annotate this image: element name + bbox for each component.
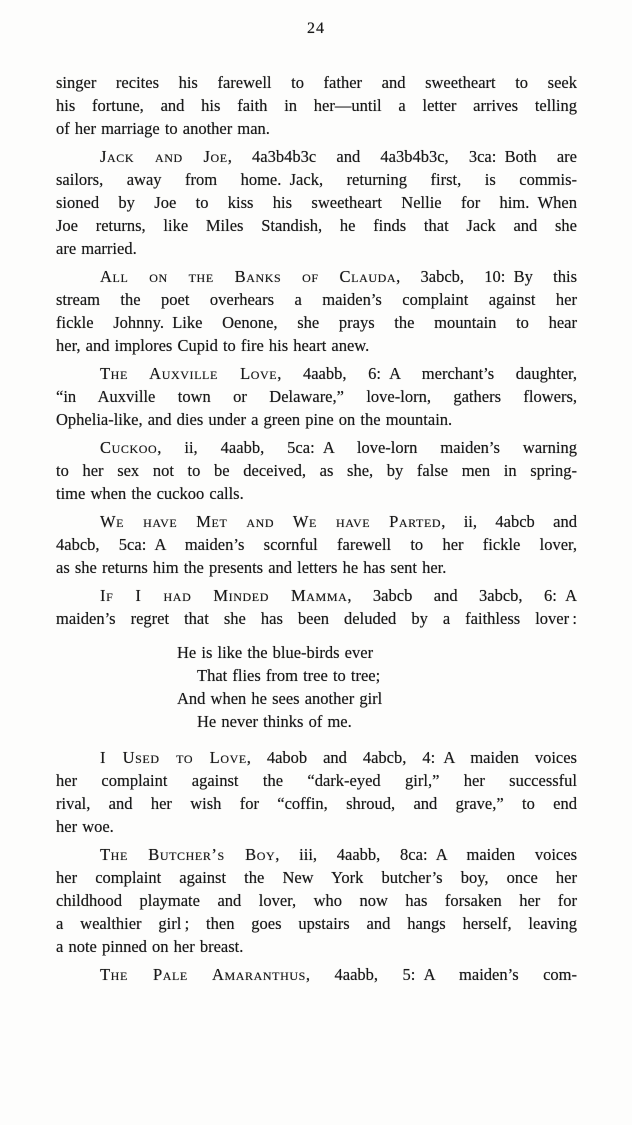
paragraph-entry: [56, 265, 577, 357]
text-line: [56, 510, 577, 533]
text-line: stream the poet overhears a maiden’s complaint against her: [56, 290, 577, 309]
text-line: [56, 265, 577, 288]
verse-line: And when he sees another girl: [177, 689, 383, 708]
text-line: are married.: [56, 239, 137, 258]
paragraph-entry: [56, 145, 577, 260]
text-line: sailors, away from home. Jack, returning first, is commis-: [56, 170, 577, 189]
line-text: , iii, 4aabb, 8ca: A maiden voices: [275, 845, 577, 864]
song-title: Jack and Joe: [100, 147, 228, 166]
paragraph-entry: [56, 963, 577, 986]
song-title: If I had Minded Mamma: [100, 586, 348, 605]
text-line: her woe.: [56, 817, 114, 836]
text-line: sioned by Joe to kiss his sweetheart Nellie for him. When: [56, 193, 577, 212]
text-line: [56, 746, 577, 769]
page-number: 24: [307, 20, 325, 37]
text-line: childhood playmate and lover, who now has forsaken her for: [56, 891, 577, 910]
text-line: 4abcb, 5ca: A maiden’s scornful farewell to her fickle lover,: [56, 535, 577, 554]
text-line: her complaint against the New York butcher’s boy, once her: [56, 868, 577, 887]
text-line: [56, 584, 577, 607]
text-block: [56, 71, 577, 986]
text-line: to her sex not to be deceived, as she, by false men in spring-: [56, 461, 577, 480]
line-text: , ii, 4aabb, 5ca: A love-lorn maiden’s warning: [157, 438, 577, 457]
text-line: fickle Johnny. Like Oenone, she prays the mountain to hear: [56, 313, 577, 332]
text-line: [56, 843, 577, 866]
verse-block: [177, 641, 577, 733]
text-line: his fortune, and his faith in her—until a letter arrives telling: [56, 96, 577, 115]
line-text: , 4a3b4b3c and 4a3b4b3c, 3ca: Both are: [227, 147, 577, 166]
song-title: Cuckoo: [100, 438, 158, 457]
line-text: , 4abob and 4abcb, 4: A maiden voices: [246, 748, 577, 767]
text-line: rival, and her wish for “coffin, shroud, and grave,” to end: [56, 794, 577, 813]
text-line: a note pinned on her breast.: [56, 937, 244, 956]
line-text: , 3abcb and 3abcb, 6: A: [347, 586, 577, 605]
line-text: , 3abcb, 10: By this: [396, 267, 577, 286]
text-line: a wealthier girl ; then goes upstairs and hangs herself, leaving: [56, 914, 577, 933]
text-line: of her marriage to another man.: [56, 119, 270, 138]
text-line: Ophelia-like, and dies under a green pine on the mountain.: [56, 410, 453, 429]
song-title: I Used to Love: [100, 748, 247, 767]
text-line: her complaint against the “dark-eyed girl,” her successful: [56, 771, 577, 790]
line-text: , ii, 4abcb and: [441, 512, 577, 531]
text-line: singer recites his farewell to father and sweetheart to seek: [56, 73, 577, 92]
text-line: [56, 963, 577, 986]
verse-line: That flies from tree to tree;: [197, 666, 381, 685]
paragraph-entry: [56, 510, 577, 579]
text-line: [56, 145, 577, 168]
paragraph-entry: [56, 746, 577, 838]
text-line: “in Auxville town or Delaware,” love-lorn, gathers flowers,: [56, 387, 577, 406]
verse-line: He never thinks of me.: [197, 712, 352, 731]
text-line: Joe returns, like Miles Standish, he finds that Jack and she: [56, 216, 577, 235]
paragraph-entry: [56, 436, 577, 505]
song-title: We have Met and We have Parted: [100, 512, 442, 531]
line-text: , 4aabb, 5: A maiden’s com-: [305, 965, 577, 984]
paragraph-entry: [56, 584, 577, 630]
paragraph-entry: [56, 843, 577, 958]
text-line: maiden’s regret that she has been deluded by a faithless lover :: [56, 609, 577, 628]
song-title: The Butcher’s Boy: [100, 845, 276, 864]
line-text: , 4aabb, 6: A merchant’s daughter,: [277, 364, 577, 383]
song-title: The Auxville Love: [100, 364, 278, 383]
song-title: All on the Banks of Clauda: [100, 267, 397, 286]
text-line: time when the cuckoo calls.: [56, 484, 244, 503]
text-line: as she returns him the presents and letters he has sent her.: [56, 558, 447, 577]
text-line: her, and implores Cupid to fire his heart anew.: [56, 336, 370, 355]
paragraph-continuation: [56, 71, 577, 140]
song-title: The Pale Amaranthus: [100, 965, 306, 984]
verse-line: He is like the blue-birds ever: [177, 643, 374, 662]
text-line: [56, 436, 577, 459]
text-line: [56, 362, 577, 385]
paragraph-entry: [56, 362, 577, 431]
